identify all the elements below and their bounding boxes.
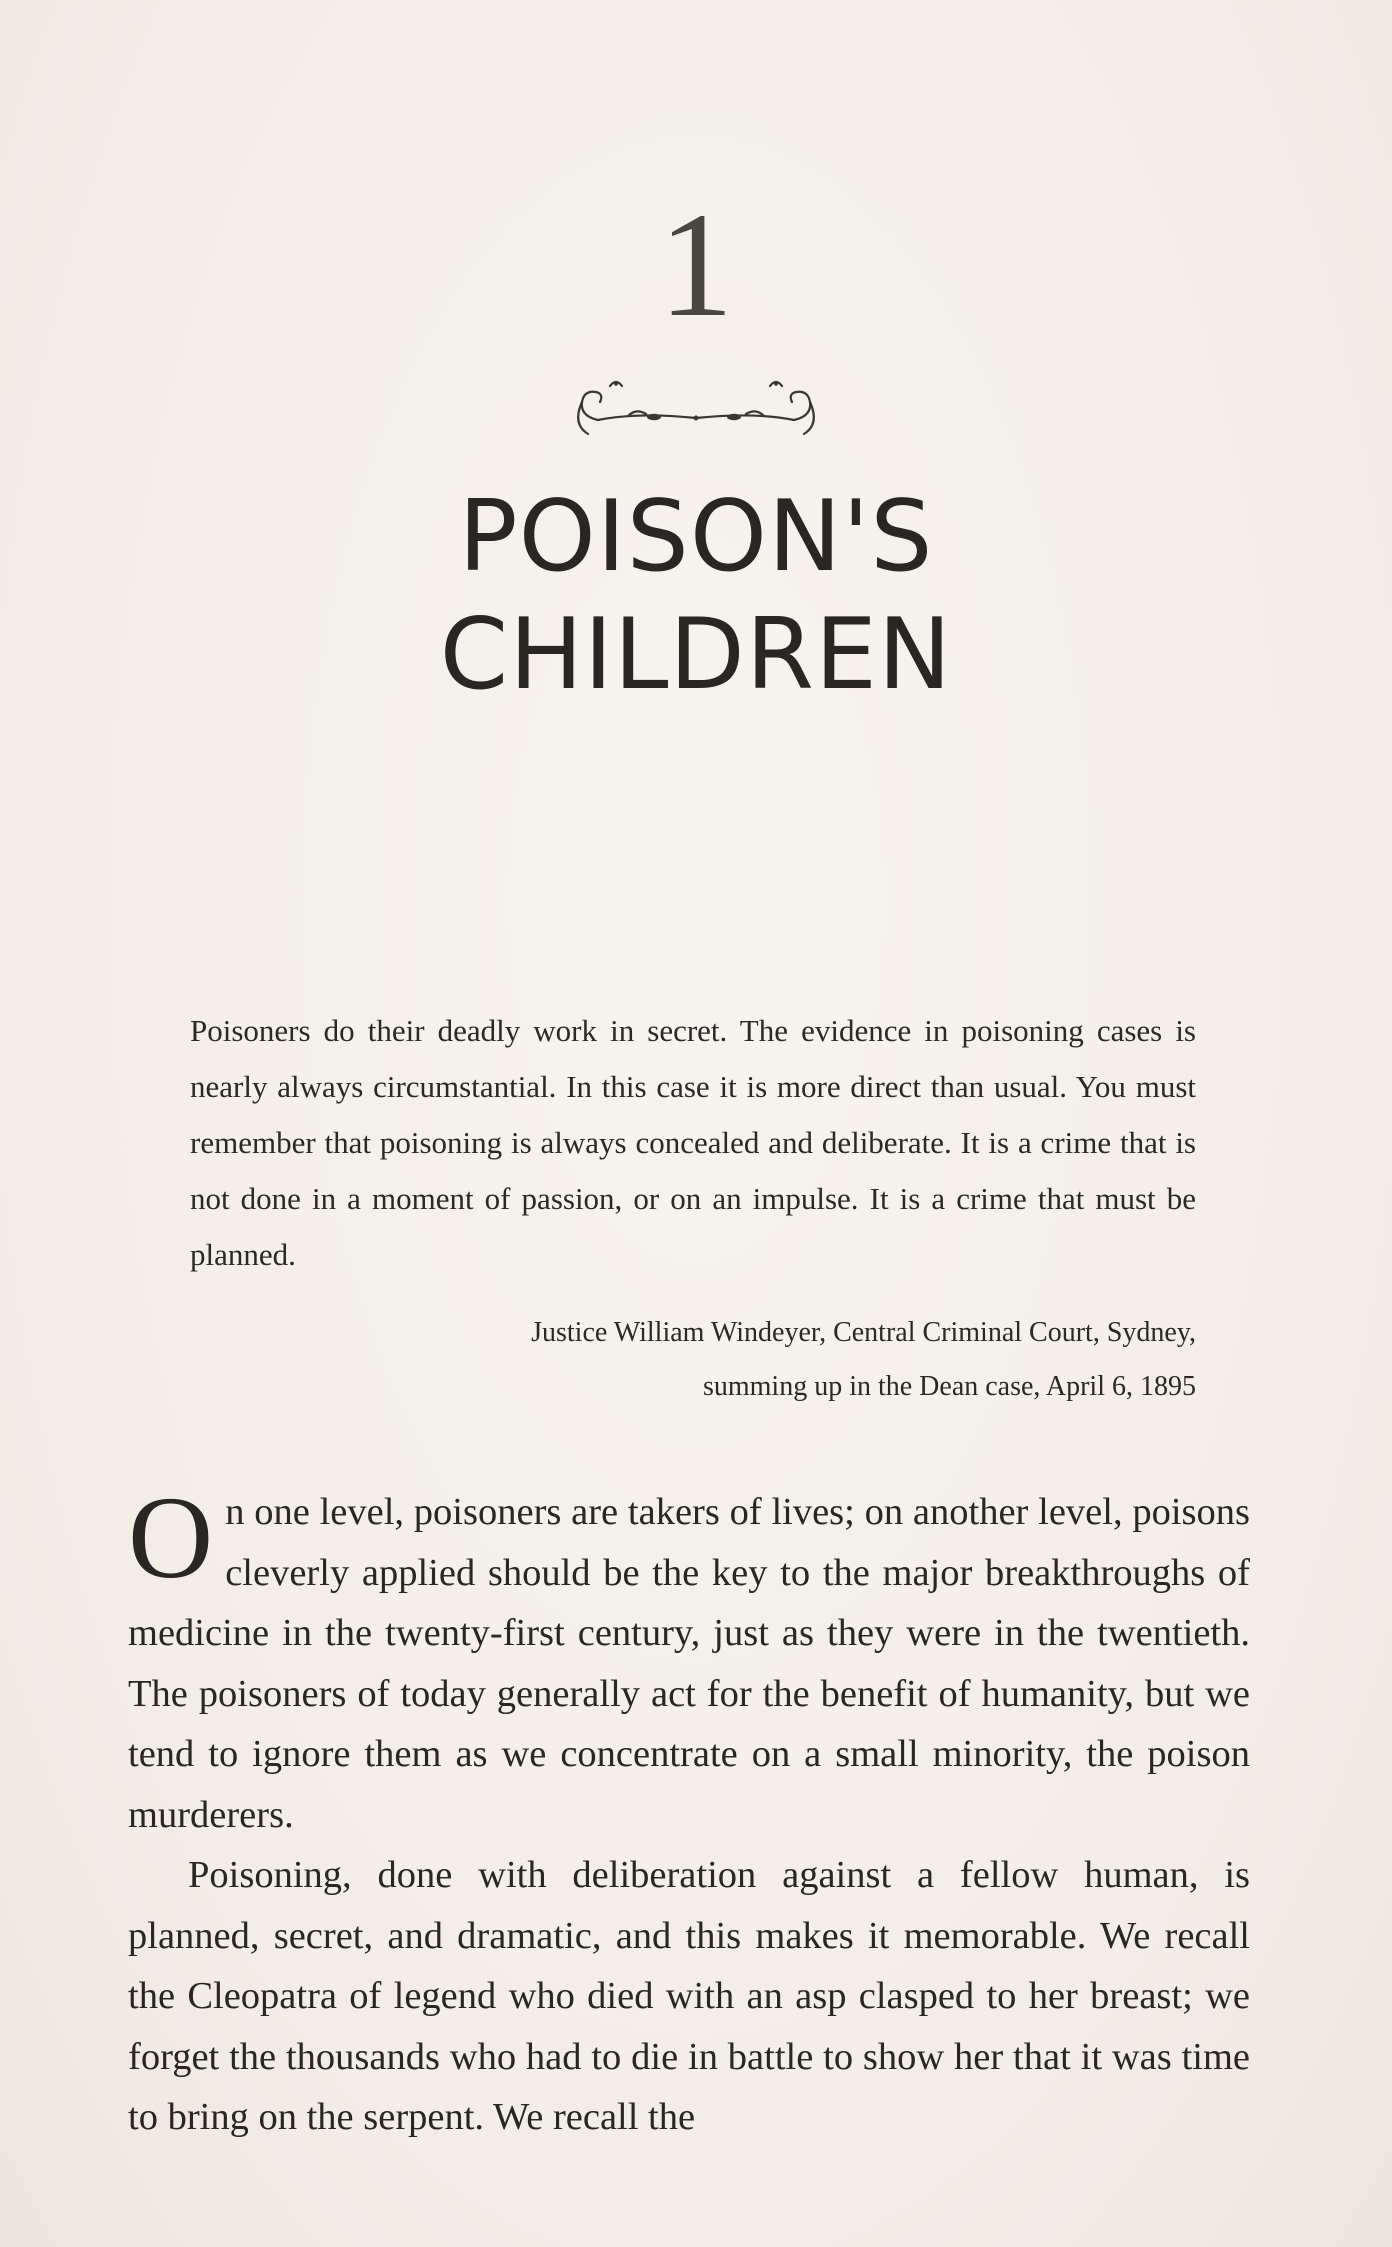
epigraph-quote: Poisoners do their deadly work in secret. The evidence in poisoning cases is nearly always circumstantial. In this case it is more direct than usual. You must remember that poisoning is always concealed and deliberate. It is a crime that is not done in a moment of passion, or on an impulse. It is a crime that must be planned. — [190, 1013, 1196, 1272]
paragraph-1 — [128, 1472, 1250, 1845]
chapter-title-line2: CHILDREN — [439, 598, 953, 712]
paragraph-2: Poisoning, done with deliberation against a fellow human, is planned, secret, and dramatic, and this makes it memorable. We recall the Cleopatra of legend who died with an asp clasped to her breast; we forget the thousands who had to die in battle to show her that it was time to bring on the serpent. We recall the — [128, 1854, 1250, 2138]
attribution-line2: summing up in the Dean case, April 6, 1895 — [702, 1371, 1196, 1402]
drop-cap: O — [128, 1472, 214, 1603]
paragraph-1-text: n one level, poisoners are takers of lives; on another level, poisons cleverly applied should be the key to the major breakthroughs of medicine in the twenty-first century, just as they were in the twentieth. The poisoners of today generally act for the benefit of humanity, but we tend to ignore them as we concentrate on a small minority, the poison murderers. — [128, 1491, 1250, 1836]
epigraph-attribution — [296, 1306, 1196, 1414]
chapter-number: 1 — [658, 182, 734, 348]
chapter-title-line1: POISON'S — [458, 480, 934, 594]
attribution-line1: Justice William Windeyer, Central Criminal Court, Sydney, — [531, 1317, 1196, 1348]
flourish-ornament-icon — [558, 372, 834, 442]
body-text — [128, 1472, 1250, 2148]
chapter-title — [0, 478, 1392, 714]
